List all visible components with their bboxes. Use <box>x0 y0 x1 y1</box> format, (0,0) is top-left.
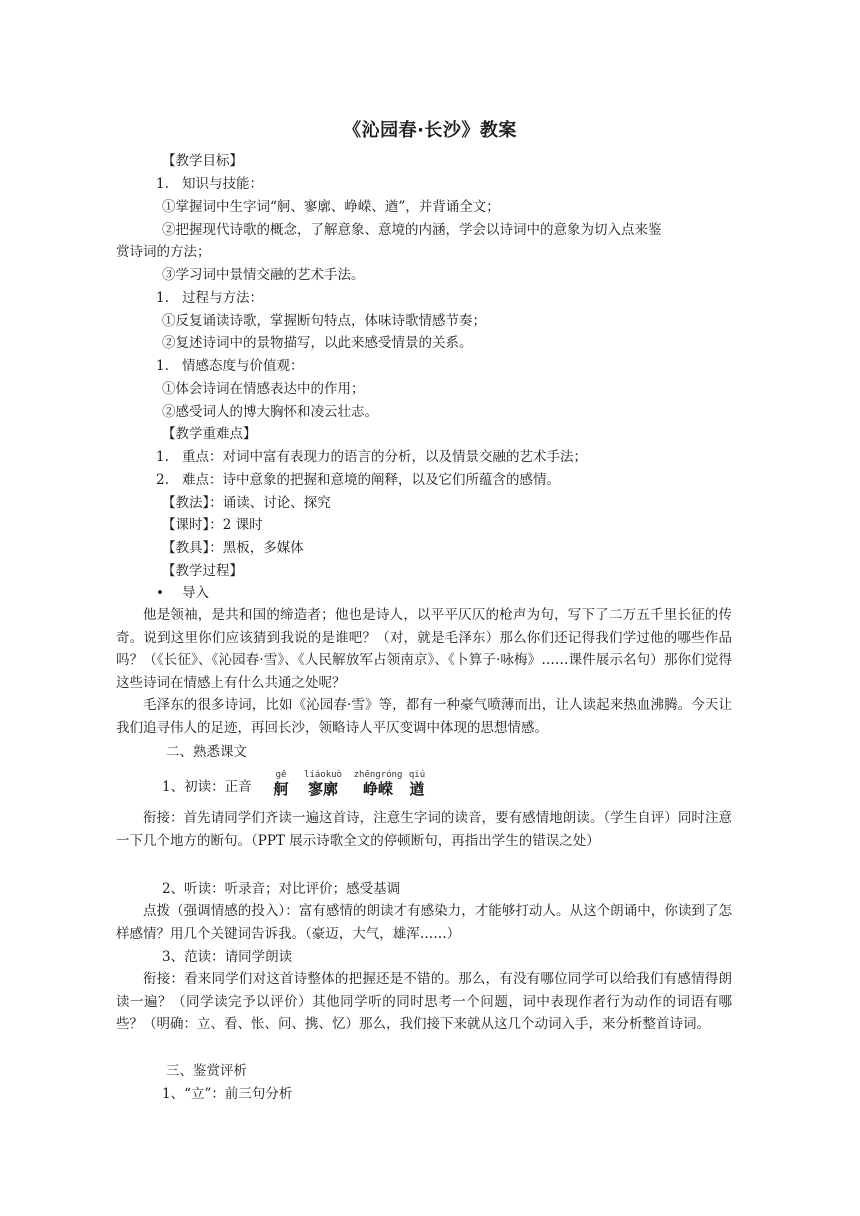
list-item <box>156 357 304 375</box>
text-line: 赏诗词的方法； <box>116 244 211 260</box>
list-item <box>156 471 560 489</box>
pinyin-word <box>270 770 292 798</box>
list-item <box>156 584 209 602</box>
teaching-method: 【教法】：诵读、讨论、探究 <box>162 495 331 511</box>
paragraph-intro: 他是领袖，是共和国的缔造者；他也是诗人，以平平仄仄的枪声为句，写下了二万五千里长征的传奇。说到这里你们应该猜到我说的是谁吧？（对，就是毛泽东）那么你们还记得我们学过他的哪些作品吗？（《长征》、《沁园春·雪》、《人民解放军占领南京》、《卜算子·咏梅》……课件展示名句）那你们觉得这些诗词在情感上有什么共通之处呢？ <box>116 607 732 691</box>
pinyin-text: qiú <box>408 770 426 780</box>
page-title: 《沁园春·长沙》教案 <box>343 120 517 141</box>
pinyin-text: liáokuò <box>304 770 342 780</box>
class-hours: 【课时】：2 课时 <box>162 517 263 533</box>
bullet-icon: • <box>156 585 164 601</box>
text-line: 1、初读：正音 <box>162 779 252 795</box>
text-line: ①体会诗词在情感表达中的作用； <box>162 381 365 397</box>
list-item <box>156 448 587 466</box>
teaching-tools: 【教具】：黑板，多媒体 <box>162 540 304 556</box>
text-line: ①掌握词中生字词“舸、寥廓、峥嵘、遒”，并背诵全文； <box>162 199 500 215</box>
pinyin-word <box>298 770 348 798</box>
text-line: ②感受词人的博大胸怀和凌云壮志。 <box>162 404 378 420</box>
list-number: 2. <box>156 472 169 488</box>
hanzi-text: 舸 <box>273 780 289 798</box>
list-number: 1. <box>156 358 169 374</box>
list-item <box>156 175 263 193</box>
section-heading: 二、熟悉课文 <box>166 744 247 760</box>
text-line: ①反复诵读诗歌，掌握断句特点，体味诗歌情感节奏； <box>162 313 486 329</box>
list-item-text: 知识与技能： <box>182 176 263 192</box>
paragraph-intro-2: 毛泽东的很多诗词，比如《沁园春·雪》等，都有一种豪气喷薄而出，让人读起来热血沸腾。今天让我们追寻伟人的足迹，再回长沙，领略诗人平仄变调中体现的思想情感。 <box>116 697 732 736</box>
text-line: 2、听读：听录音；对比评价；感受基调 <box>162 881 401 897</box>
paragraph-transition-1: 衔接：首先请同学们齐读一遍这首诗，注意生字词的读音，要有感情地朗读。（学生自评）同时注意一下几个地方的断句。（PPT 展示诗歌全文的停顿断句，再指出学生的错误之处） <box>116 810 732 849</box>
pinyin-word <box>406 770 428 798</box>
list-item-text: 导入 <box>182 585 209 601</box>
text-line: ③学习词中景情交融的艺术手法。 <box>162 267 365 283</box>
section-heading: 三、鉴赏评析 <box>166 1063 247 1079</box>
text-line: 3、范读：请同学朗读 <box>162 949 293 965</box>
text-line: ②把握现代诗歌的概念，了解意象、意境的内涵，学会以诗词中的意象为切入点来鉴 <box>162 222 662 238</box>
list-number: 1. <box>156 449 169 465</box>
paragraph-transition-2: 衔接：看来同学们对这首诗整体的把握还是不错的。那么，有没有哪位同学可以给我们有感情得朗读一遍？（同学读完予以评价）其他同学听的同时思考一个问题，词中表现作者行为动作的词语有哪些？（明确：立、看、怅、问、携、忆）那么，我们接下来就从这几个动词入手，来分析整首诗词。 <box>116 971 732 1032</box>
paragraph-guidance: 点拨（强调情感的投入）：富有感情的朗读才有感染力，才能够打动人。从这个朗诵中，你读到了怎样感情？用几个关键词告诉我。（豪迈，大气，雄浑……） <box>116 903 732 942</box>
pinyin-word <box>352 770 404 798</box>
pinyin-text: gě <box>275 770 287 780</box>
list-item <box>156 289 263 307</box>
hanzi-text: 寥廓 <box>307 780 338 798</box>
hanzi-text: 遒 <box>409 780 425 798</box>
heading-key-points: 【教学重难点】 <box>162 426 257 442</box>
hanzi-text: 峥嵘 <box>362 780 393 798</box>
list-item-text: 重点：对词中富有表现力的语言的分析，以及情景交融的艺术手法； <box>182 449 587 465</box>
heading-teaching-process: 【教学过程】 <box>162 563 243 579</box>
list-item-text: 过程与方法： <box>182 290 263 306</box>
list-item-text: 难点：诗中意象的把握和意境的阐释，以及它们所蕴含的感情。 <box>182 472 560 488</box>
list-item-text: 情感态度与价值观： <box>182 358 304 374</box>
list-number: 1. <box>156 176 169 192</box>
pinyin-text: zhēngróng <box>353 770 403 780</box>
text-line: ②复述诗词中的景物描写，以此来感受情景的关系。 <box>162 335 473 351</box>
text-line: 1、“立”：前三句分析 <box>162 1086 293 1102</box>
heading-teaching-goals: 【教学目标】 <box>162 153 243 169</box>
list-number: 1. <box>156 290 169 306</box>
